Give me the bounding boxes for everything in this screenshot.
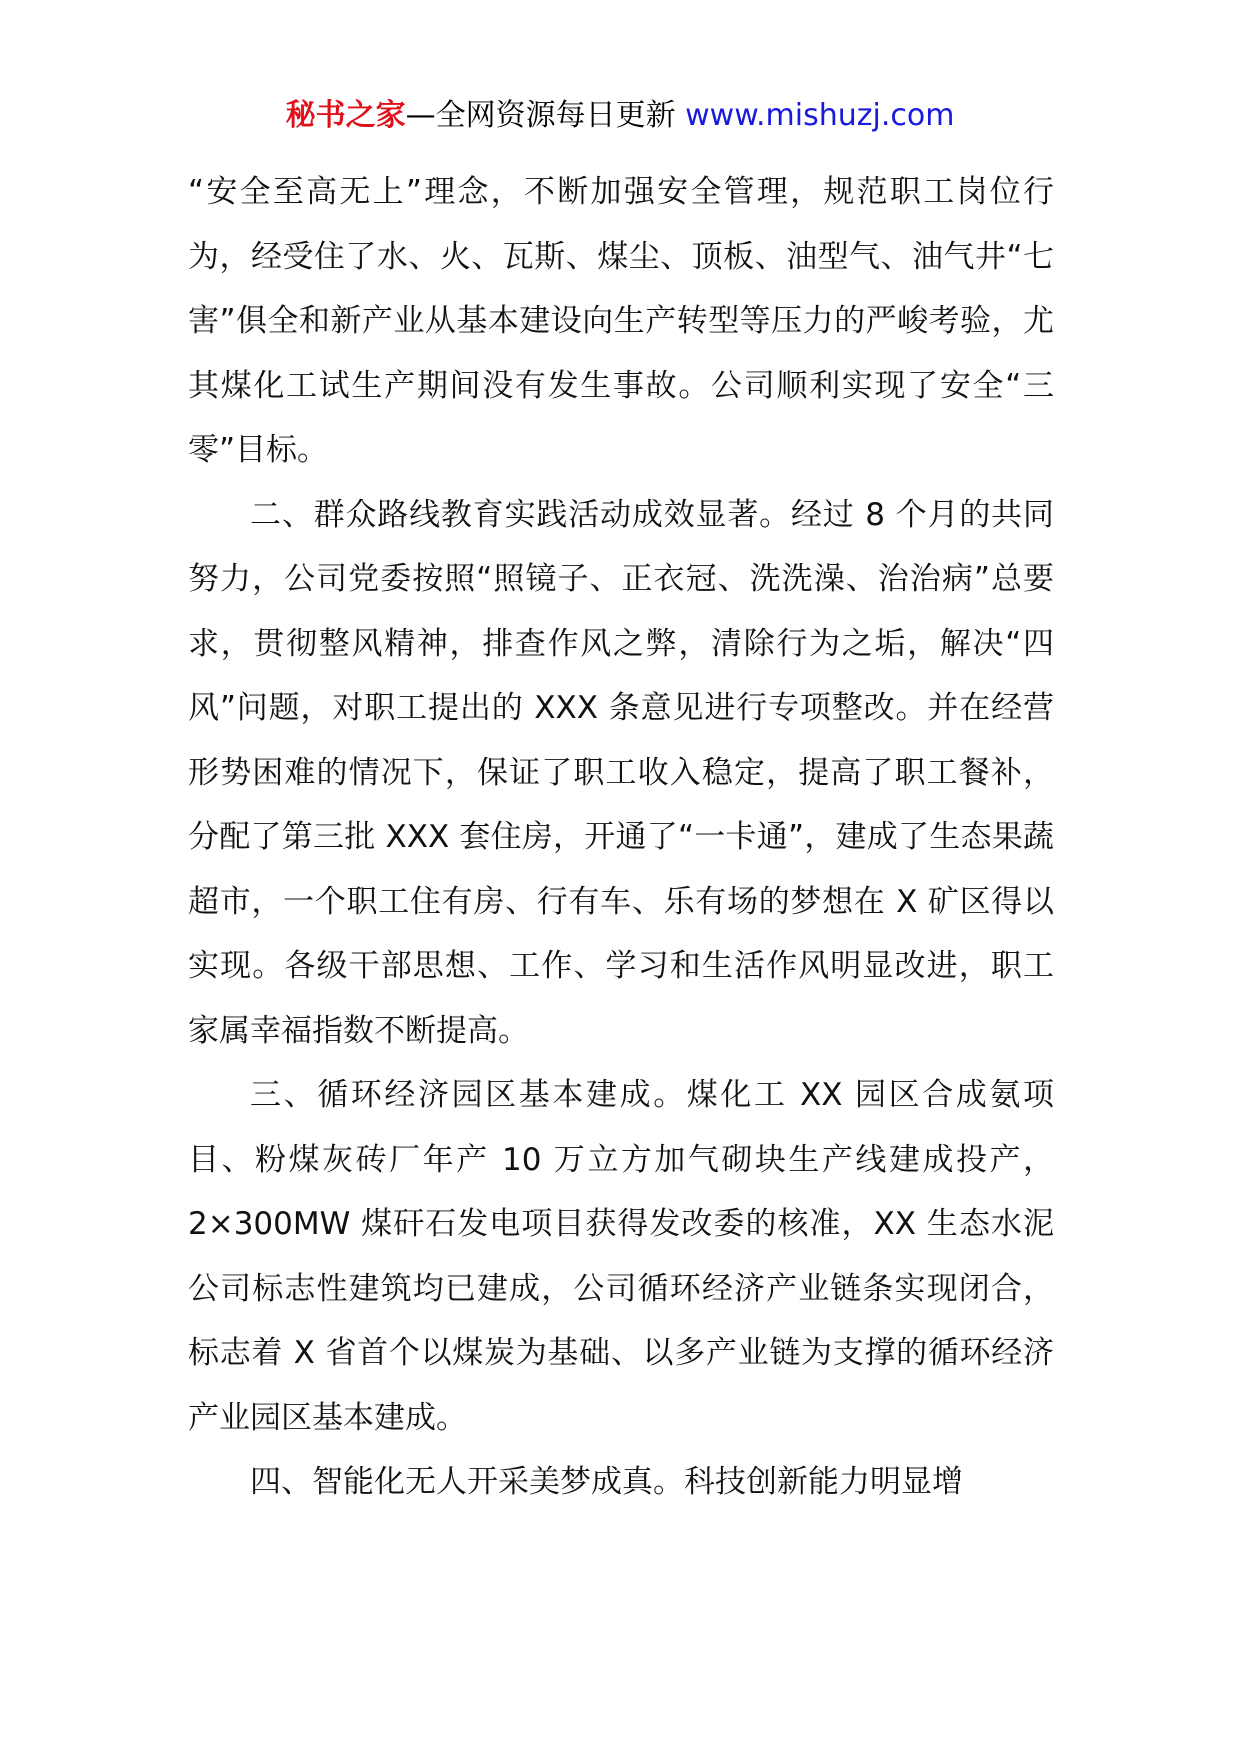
header-url-link[interactable]: www.mishuzj.com bbox=[685, 98, 955, 133]
page-header bbox=[0, 96, 1240, 136]
paragraph-mass-line: 二、群众路线教育实践活动成效显著。经过 8 个月的共同努力，公司党委按照“照镜子、正衣冠、洗洗澡、治治病”总要求，贯彻整风精神，排查作风之弊，清除行为之垢，解决“四风”问题，对职工提出的 XXX 条意见进行专项整改。并在经营形势困难的情况下，保证了职工收入稳定，提高了职工餐补，分配了第三批 XXX 套住房，开通了“一卡通”，建成了生态果蔬超市，一个职工住有房、行有车、乐有场的梦想在 X 矿区得以实现。各级干部思想、工作、学习和生活作风明显改进，职工家属幸福指数不断提高。 bbox=[188, 496, 1054, 1049]
document-body bbox=[188, 160, 1054, 1515]
header-tagline: —全网资源每日更新 bbox=[405, 98, 676, 133]
paragraph-safety-continued: “安全至高无上”理念，不断加强安全管理，规范职工岗位行为，经受住了水、火、瓦斯、煤尘、顶板、油型气、油气井“七害”俱全和新产业从基本建设向生产转型等压力的严峻考验，尤其煤化工试生产期间没有发生事故。公司顺利实现了安全“三零”目标。 bbox=[188, 174, 1054, 468]
header-brand: 秘书之家 bbox=[285, 98, 406, 133]
paragraph-circular-economy: 三、循环经济园区基本建成。煤化工 XX 园区合成氨项目、粉煤灰砖厂年产 10 万立方加气砌块生产线建成投产，2×300MW 煤矸石发电项目获得发改委的核准，XX 生态水泥公司标志性建筑均已建成，公司循环经济产业链条实现闭合，标志着 X 省首个以煤炭为基础、以多产业链为支撑的循环经济产业园区基本建成。 bbox=[188, 1077, 1054, 1436]
paragraph-intelligent-mining: 四、智能化无人开采美梦成真。科技创新能力明显增 bbox=[250, 1464, 963, 1500]
